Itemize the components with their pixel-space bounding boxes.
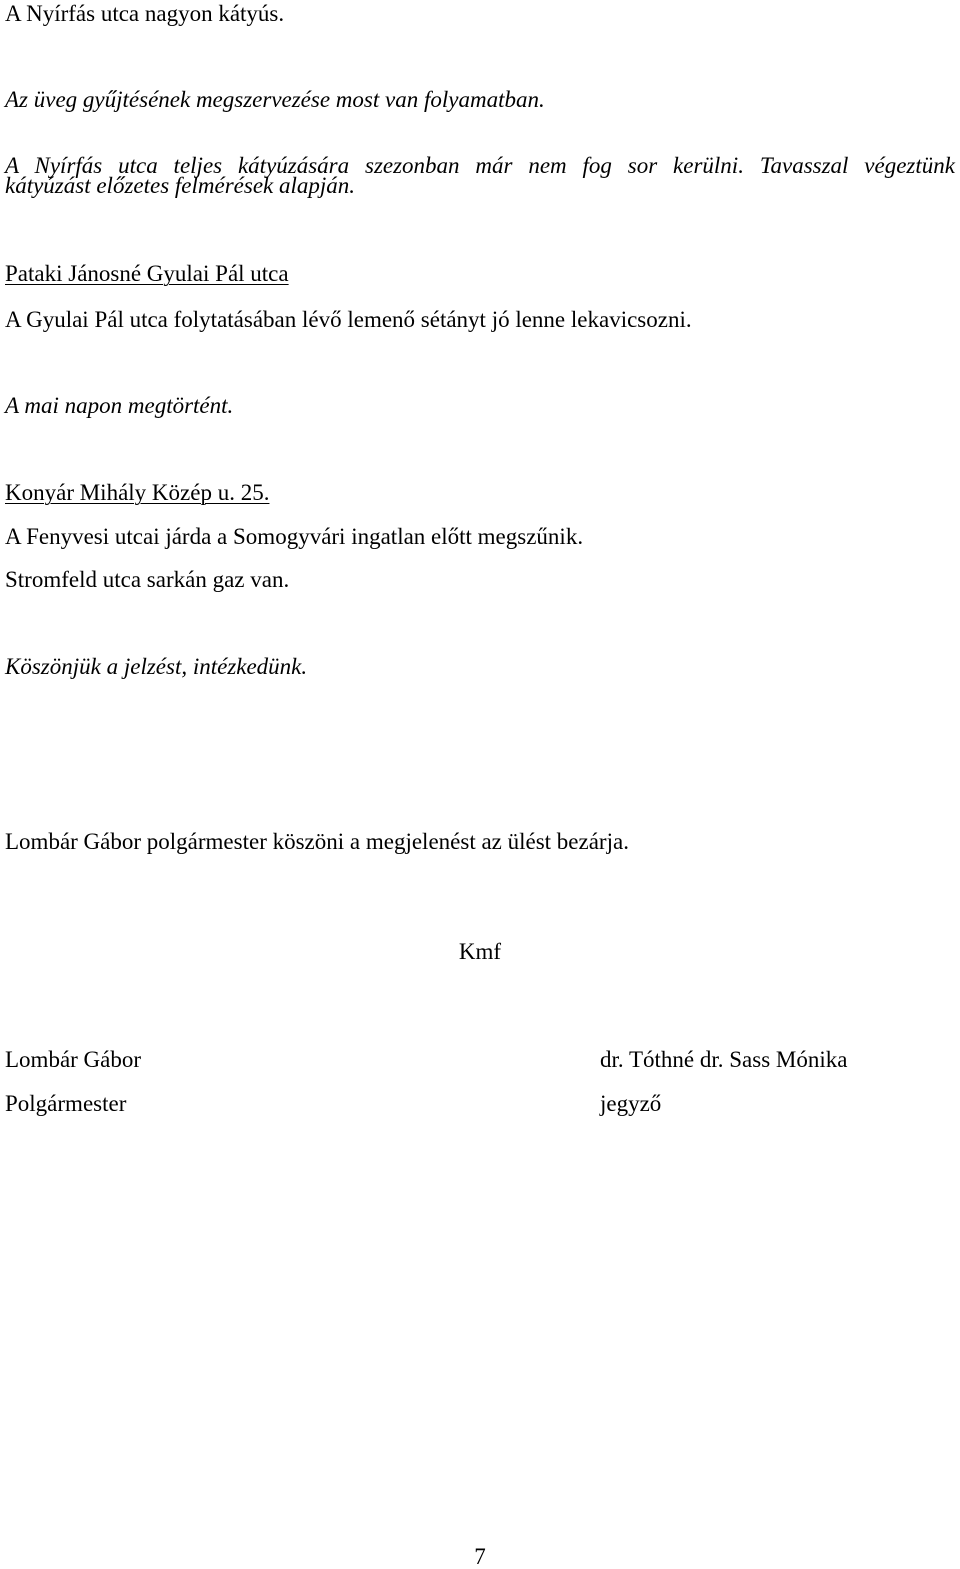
reply-text: Az üveg gyűjtésének megszervezése most van folyamatban.	[5, 87, 545, 112]
reply-text: A mai napon megtörtént.	[5, 393, 234, 418]
closing-text: Lombár Gábor polgármester köszöni a megjelenést az ülést bezárja.	[5, 829, 629, 854]
section-heading: Pataki Jánosné Gyulai Pál utca	[5, 261, 289, 286]
reply-text: Köszönjük a jelzést, intézkedünk.	[5, 654, 308, 679]
issue-text: A Gyulai Pál utca folytatásában lévő lemenő sétányt jó lenne lekavicsozni.	[5, 307, 692, 332]
section-heading: Konyár Mihály Közép u. 25.	[5, 480, 270, 505]
issue-text: Stromfeld utca sarkán gaz van.	[5, 567, 290, 592]
signatory-title: Polgármester	[5, 1091, 127, 1116]
reply-text: A Nyírfás utca teljes kátyúzására szezonban már nem fog sor kerülni. Tavasszal végeztünk	[5, 153, 955, 178]
issue-text: A Fenyvesi utcai járda a Somogyvári ingatlan előtt megszűnik.	[5, 524, 584, 549]
signatory-name: dr. Tóthné dr. Sass Mónika	[600, 1047, 848, 1072]
issue-text: A Nyírfás utca nagyon kátyús.	[5, 1, 285, 26]
signatory-title: jegyző	[600, 1091, 662, 1116]
page-number: 7	[474, 1544, 486, 1569]
signatory-name: Lombár Gábor	[5, 1047, 142, 1072]
reply-text: kátyúzást előzetes felmérések alapján.	[5, 173, 356, 198]
kmf-label: Kmf	[458, 939, 502, 964]
